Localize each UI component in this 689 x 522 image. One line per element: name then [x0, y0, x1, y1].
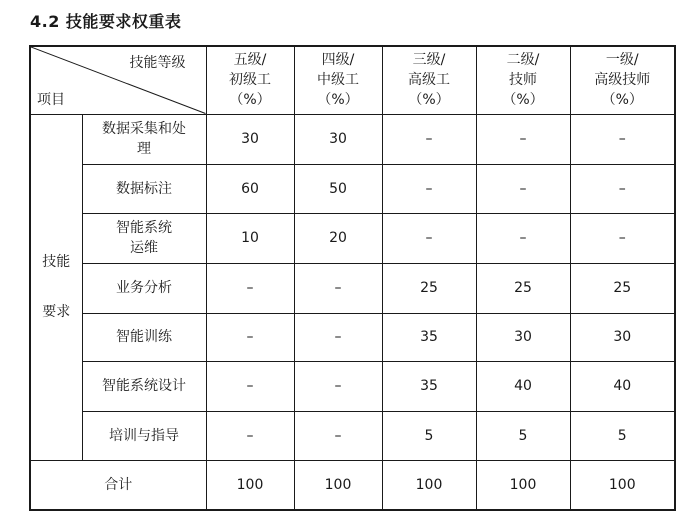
value-cell: 40 [570, 361, 675, 411]
value-cell: – [206, 361, 294, 411]
value-cell: 35 [382, 313, 476, 361]
table-row [30, 114, 675, 164]
level-header-1 [570, 46, 675, 114]
level-line2: 高级技师 [594, 72, 651, 89]
level-unit: （%） [229, 92, 271, 109]
value-cell: 25 [382, 263, 476, 313]
value-cell: – [476, 164, 570, 213]
item-cell: 数据标注 [82, 164, 206, 213]
level-unit: （%） [601, 92, 643, 109]
value-cell: – [294, 313, 382, 361]
level-header-3 [382, 46, 476, 114]
level-header-4 [294, 46, 382, 114]
section-title: 4.2 技能要求权重表 [30, 12, 182, 31]
total-value: 100 [382, 460, 476, 510]
item-cell: 业务分析 [82, 263, 206, 313]
value-cell: 5 [476, 411, 570, 460]
total-label: 合计 [30, 460, 206, 510]
table-row [30, 164, 675, 213]
level-line1: 二级/ [506, 52, 540, 69]
level-line2: 技师 [509, 72, 537, 89]
value-cell: – [294, 361, 382, 411]
item-cell: 智能系统设计 [82, 361, 206, 411]
category-cell [30, 114, 82, 460]
total-value: 100 [294, 460, 382, 510]
value-cell: – [476, 114, 570, 164]
item-line1: 数据采集和处 [102, 121, 186, 137]
level-line2: 中级工 [317, 72, 359, 89]
diagonal-header-cell [30, 46, 206, 114]
value-cell: – [382, 213, 476, 263]
value-cell: – [570, 213, 675, 263]
value-cell: – [294, 263, 382, 313]
level-header-2 [476, 46, 570, 114]
level-line1: 四级/ [321, 52, 355, 69]
table-row [30, 213, 675, 263]
level-line1: 一级/ [605, 52, 639, 69]
value-cell: 60 [206, 164, 294, 213]
table-row [30, 411, 675, 460]
total-row [30, 460, 675, 510]
level-line1: 五级/ [233, 52, 267, 69]
level-line2: 初级工 [229, 72, 271, 89]
item-cell [82, 213, 206, 263]
value-cell: 30 [570, 313, 675, 361]
item-line2: 运维 [130, 240, 158, 256]
value-cell: – [570, 114, 675, 164]
item-line1: 智能系统 [116, 220, 172, 236]
diagonal-top-label: 技能等级 [129, 55, 186, 71]
value-cell: – [206, 411, 294, 460]
value-cell: 50 [294, 164, 382, 213]
table-row [30, 263, 675, 313]
value-cell: – [476, 213, 570, 263]
value-cell: – [206, 313, 294, 361]
skill-weight-table [29, 45, 676, 511]
value-cell: – [382, 114, 476, 164]
item-cell: 培训与指导 [82, 411, 206, 460]
level-line2: 高级工 [408, 72, 450, 89]
level-unit: （%） [317, 92, 359, 109]
value-cell: – [382, 164, 476, 213]
value-cell: 30 [294, 114, 382, 164]
value-cell: 5 [570, 411, 675, 460]
table-row [30, 313, 675, 361]
diagonal-bottom-label: 项目 [37, 91, 65, 108]
value-cell: – [206, 263, 294, 313]
level-header-5 [206, 46, 294, 114]
value-cell: 35 [382, 361, 476, 411]
value-cell: 25 [570, 263, 675, 313]
value-cell: 30 [476, 313, 570, 361]
value-cell: 5 [382, 411, 476, 460]
level-line1: 三级/ [412, 52, 446, 69]
level-unit: （%） [408, 92, 450, 109]
value-cell: – [570, 164, 675, 213]
category-line1: 技能 [42, 254, 71, 270]
total-value: 100 [206, 460, 294, 510]
level-unit: （%） [502, 92, 544, 109]
value-cell: 40 [476, 361, 570, 411]
item-cell [82, 114, 206, 164]
total-value: 100 [570, 460, 675, 510]
total-value: 100 [476, 460, 570, 510]
value-cell: 30 [206, 114, 294, 164]
category-line2: 要求 [42, 304, 71, 320]
value-cell: 20 [294, 213, 382, 263]
item-cell: 智能训练 [82, 313, 206, 361]
value-cell: 10 [206, 213, 294, 263]
item-line2: 理 [137, 141, 151, 157]
table-row [30, 361, 675, 411]
header-row [30, 46, 675, 114]
value-cell: – [294, 411, 382, 460]
value-cell: 25 [476, 263, 570, 313]
